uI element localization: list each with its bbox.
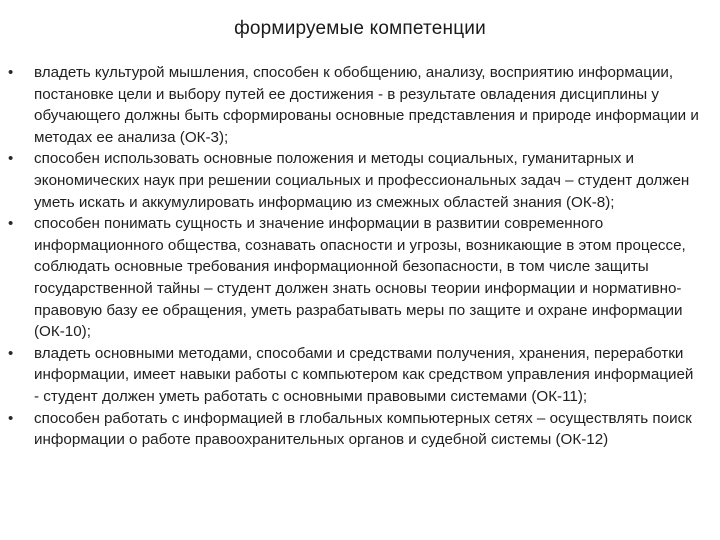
competency-text: способен понимать сущность и значение информации в развитии современного информационного общества, сознавать опасности и угрозы, возникающие в этом процессе, соблюдать основные требования информационной безопасности, в том числе защиты государственной тайны – студент должен знать основы теории информации и нормативно-правовую базу ее обращения, уметь разрабатывать меры по защите и охране информации (ОК-10); — [34, 215, 686, 341]
bullet-icon: • — [8, 64, 14, 81]
list-item — [0, 148, 720, 213]
competency-text: владеть культурой мышления, способен к обобщению, анализу, восприятию информации, постановке цели и выбору путей ее достижения - в результате овладения дисциплины у обучающего должны быть сформированы основные представления и природе информации и методах ее анализа (ОК-3); — [34, 64, 699, 146]
list-item — [0, 343, 720, 408]
competency-text: способен использовать основные положения и методы социальных, гуманитарных и экономических наук при решении социальных и профессиональных задач – студент должен уметь искать и аккумулировать информацию из смежных областей знания (ОК-8); — [34, 150, 690, 211]
list-item — [0, 62, 720, 148]
competency-text: способен работать с информацией в глобальных компьютерных сетях – осуществлять поиск информации о работе правоохранительных органов и судебной системы (ОК-12) — [34, 409, 692, 449]
bullet-icon: • — [8, 150, 14, 168]
list-item — [0, 408, 720, 451]
bullet-icon: • — [8, 409, 14, 427]
bullet-icon: • — [8, 215, 14, 233]
bullet-icon: • — [8, 344, 14, 362]
competency-list — [0, 62, 720, 451]
list-item — [0, 213, 720, 343]
competency-text: владеть основными методами, способами и средствами получения, хранения, переработки информации, имеет навыки работы с компьютером как средством управления информацией - студент должен уметь работать с основными правовыми системами (ОК-11); — [34, 344, 694, 405]
slide-title: формируемые компетенции — [234, 18, 486, 39]
